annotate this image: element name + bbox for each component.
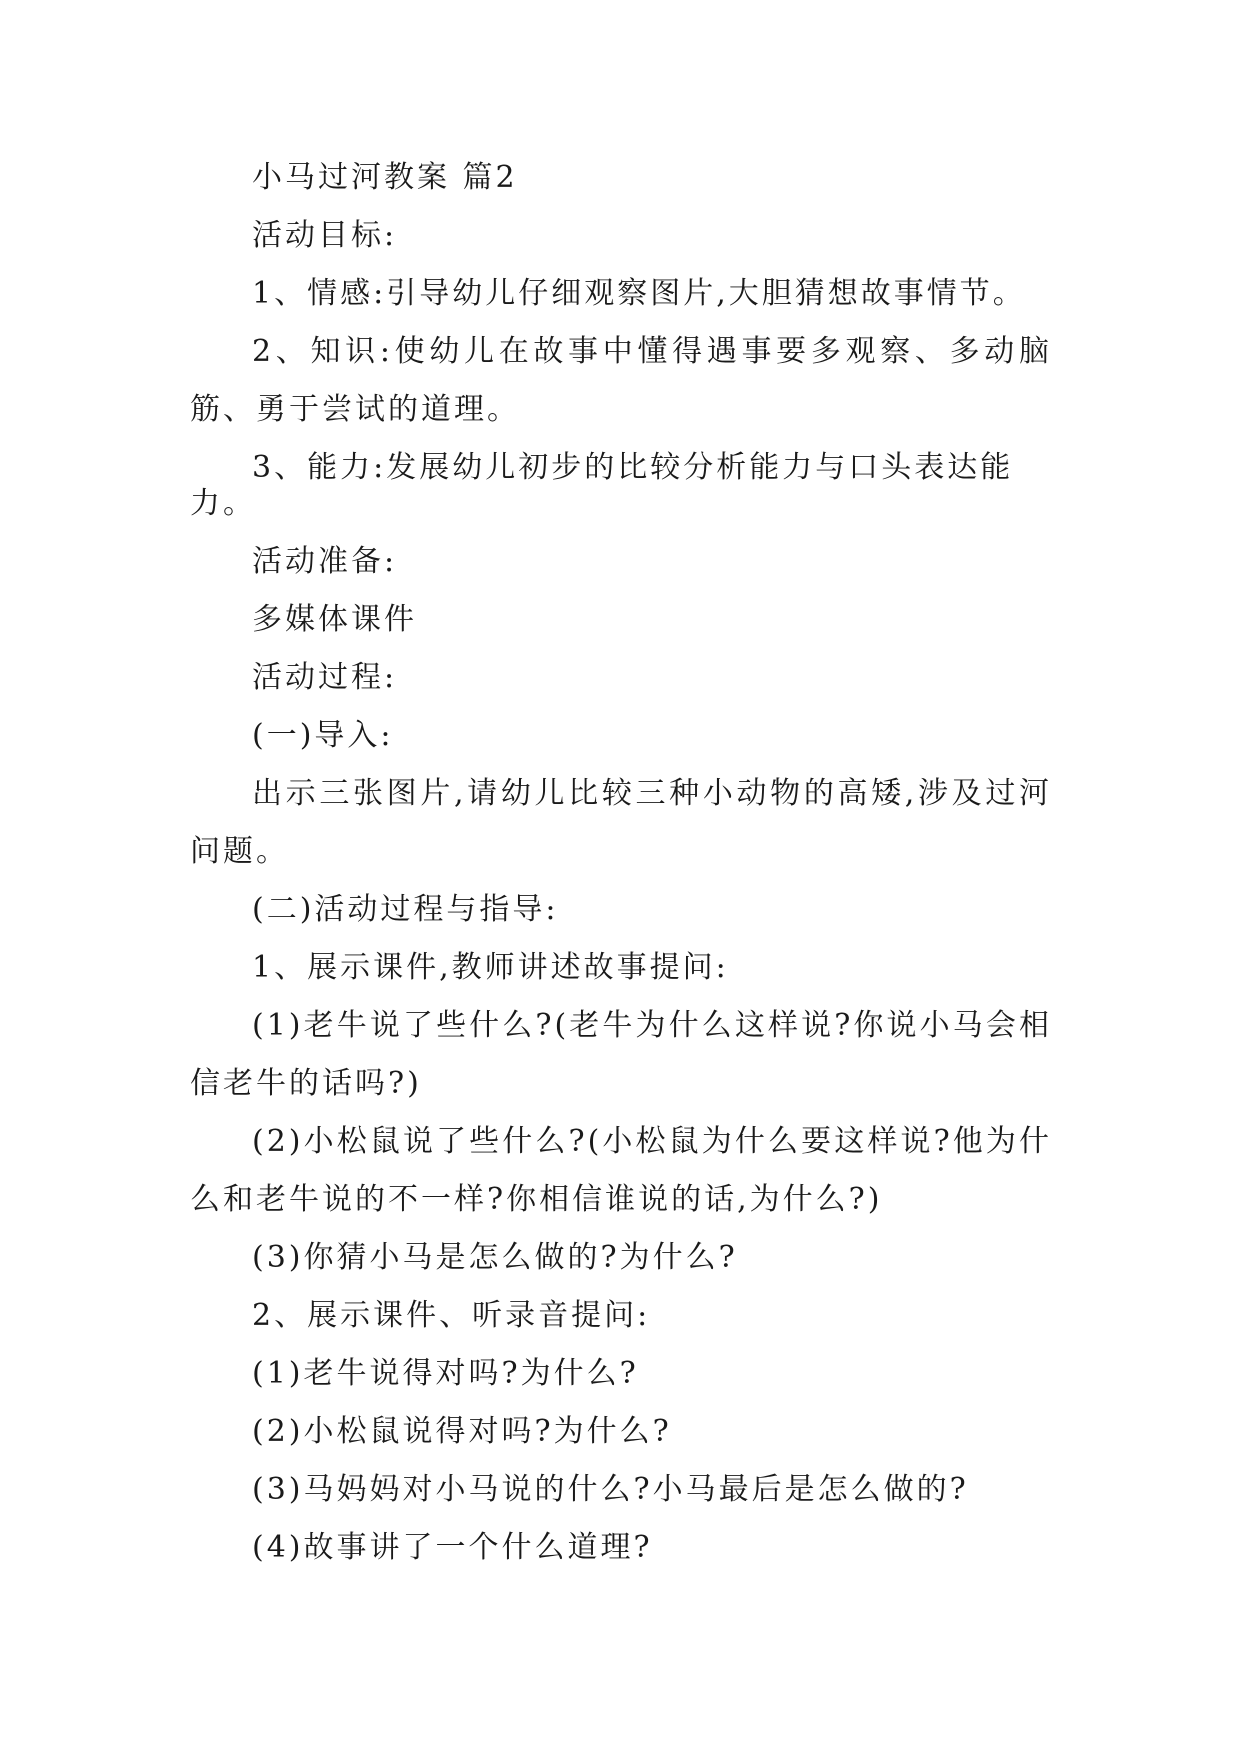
- step-intro-text: 出示三张图片,请幼儿比较三种小动物的高矮,涉及过河问题。: [190, 776, 1052, 869]
- question-2-2: (2)小松鼠说得对吗?为什么?: [252, 1414, 672, 1449]
- guidance-part-1: 1、展示课件,教师讲述故事提问:: [252, 950, 729, 985]
- document-body: [190, 160, 1052, 1588]
- goal-knowledge: 2、知识:使幼儿在故事中懂得遇事要多观察、多动脑筋、勇于尝试的道理。: [190, 334, 1052, 427]
- step-guidance-heading: (二)活动过程与指导:: [252, 892, 559, 927]
- question-2-4: (4)故事讲了一个什么道理?: [252, 1530, 653, 1565]
- heading-process: 活动过程:: [252, 660, 398, 695]
- step-intro-heading: (一)导入:: [252, 718, 394, 753]
- section-title: 小马过河教案 篇2: [252, 160, 518, 195]
- heading-preparation: 活动准备:: [252, 544, 398, 579]
- preparation-item: 多媒体课件: [252, 602, 417, 637]
- question-2-1: (1)老牛说得对吗?为什么?: [252, 1356, 639, 1391]
- question-2-3: (3)马妈妈对小马说的什么?小马最后是怎么做的?: [252, 1472, 969, 1507]
- question-1-3: (3)你猜小马是怎么做的?为什么?: [252, 1240, 738, 1275]
- heading-goals: 活动目标:: [252, 218, 398, 253]
- question-1-1: (1)老牛说了些什么?(老牛为什么这样说?你说小马会相信老牛的话吗?): [190, 1008, 1052, 1101]
- goal-emotion: 1、情感:引导幼儿仔细观察图片,大胆猜想故事情节。: [252, 276, 1026, 311]
- goal-ability: 3、能力:发展幼儿初步的比较分析能力与口头表达能力。: [190, 450, 1014, 521]
- guidance-part-2: 2、展示课件、听录音提问:: [252, 1298, 651, 1333]
- question-1-2: (2)小松鼠说了些什么?(小松鼠为什么要这样说?他为什么和老牛说的不一样?你相信谁说的话,为什么?): [190, 1124, 1052, 1217]
